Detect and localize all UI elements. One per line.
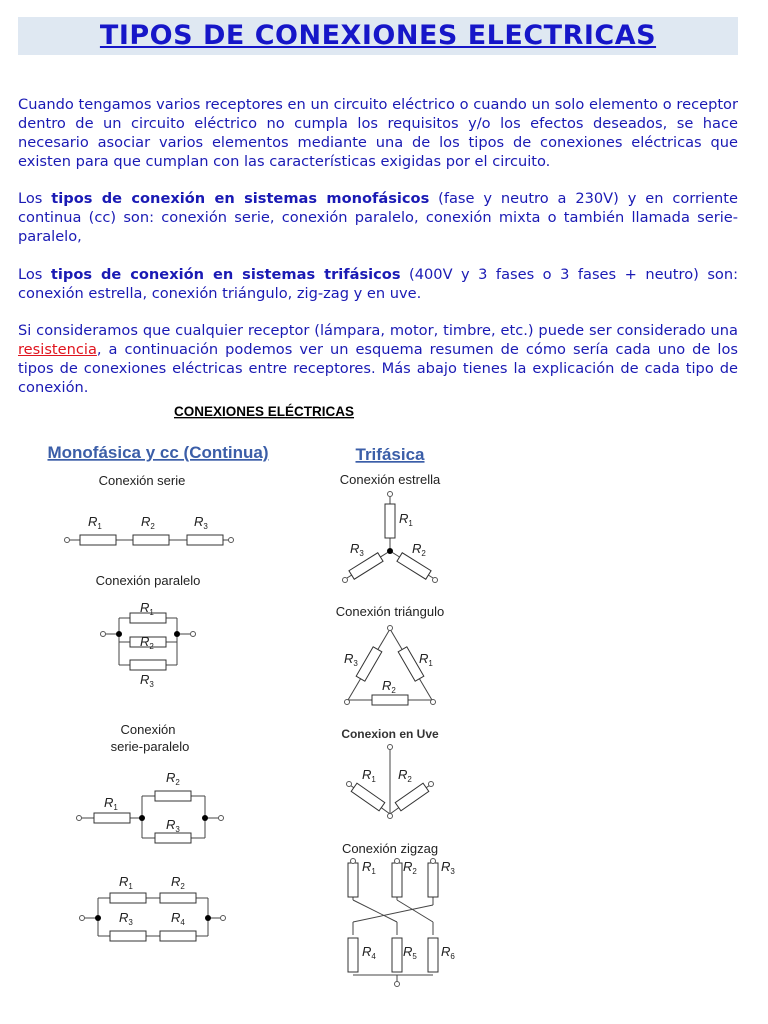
label-r6: $R_6$ bbox=[441, 944, 455, 961]
label-r1: $R_1$ bbox=[362, 859, 376, 876]
resistencia-paragraph bbox=[18, 321, 738, 397]
trifasico-pre: Los bbox=[18, 266, 51, 283]
label-r1: $R_1$ bbox=[362, 767, 376, 784]
label-r2: $R_2$ bbox=[171, 874, 185, 891]
label-r1: $R_1$ bbox=[88, 514, 102, 531]
title-band bbox=[18, 17, 738, 55]
triangulo-resistors bbox=[356, 647, 424, 705]
label-r3: $R_3$ bbox=[350, 541, 364, 558]
page-title: TIPOS DE CONEXIONES ELECTRICAS bbox=[99, 20, 657, 51]
mono-heading: Monofásica y cc (Continua) bbox=[47, 443, 269, 462]
trifasico-post: (400V y 3 fases o 3 fases + neutro) son: conexión estrella, conexión triángulo, zig-zag y en uve. bbox=[18, 266, 739, 302]
label-r2: $R_2$ bbox=[140, 634, 154, 651]
paralelo-label: Conexión paralelo bbox=[95, 573, 201, 588]
resistencia-post: , a continuación podemos ver un esquema resumen de cómo sería cada uno de los tipos de conexiones eléctricas entre receptores. Más abajo tienes la explicación de cada tipo de conexión. bbox=[18, 341, 738, 396]
intro-text: Cuando tengamos varios receptores en un circuito eléctrico o cuando un solo elemento o receptor dentro de un circuito eléctrico no cumpla los requisitos y/o los efectos deseados, se hace necesario asociar varios elementos mediante una de los tipos de conexiones eléctricas que existen para que cumplan con las características exigidas por el circuito. bbox=[18, 96, 738, 170]
label-r2: $R_2$ bbox=[166, 770, 180, 787]
serie-resistors bbox=[80, 535, 223, 545]
trifasico-bold: tipos de conexión en sistemas trifásicos bbox=[50, 266, 401, 283]
monofasico-post: (fase y neutro a 230V) y en corriente continua (cc) son: conexión serie, conexión paralelo, conexión mixta o también llamada serie-paralelo, bbox=[18, 190, 738, 245]
label-r4: $R_4$ bbox=[362, 944, 376, 961]
label-r2: $R_2$ bbox=[141, 514, 155, 531]
label-r3: $R_3$ bbox=[140, 672, 154, 689]
label-r2: $R_2$ bbox=[403, 859, 417, 876]
monofasico-bold: tipos de conexión en sistemas monofásicos bbox=[51, 190, 430, 207]
serie-label: Conexión serie bbox=[98, 473, 186, 488]
tri-heading: Trifásica bbox=[355, 445, 425, 464]
label-r1: $R_1$ bbox=[140, 600, 154, 617]
label-r2: $R_2$ bbox=[398, 767, 412, 784]
label-r5: $R_5$ bbox=[403, 944, 417, 961]
label-r2: $R_2$ bbox=[412, 541, 426, 558]
label-r3: $R_3$ bbox=[166, 817, 180, 834]
label-r1: $R_1$ bbox=[119, 874, 133, 891]
serie-paralelo-label-1: Conexión bbox=[120, 722, 176, 737]
connections-diagram bbox=[0, 395, 768, 1024]
zigzag-label: Conexión zigzag bbox=[341, 841, 439, 856]
intro-paragraph bbox=[18, 95, 738, 171]
label-r3: $R_3$ bbox=[194, 514, 208, 531]
monofasico-paragraph bbox=[18, 189, 738, 246]
serie-paralelo-label-2: serie-paralelo bbox=[110, 739, 190, 754]
label-r1: $R_1$ bbox=[419, 651, 433, 668]
label-r4: $R_4$ bbox=[171, 910, 185, 927]
label-r3: $R_3$ bbox=[119, 910, 133, 927]
resistencia-link[interactable]: resistencia bbox=[18, 341, 97, 358]
uve-label: Conexion en Uve bbox=[341, 727, 439, 741]
triangulo-label: Conexión triángulo bbox=[335, 604, 445, 619]
estrella-label: Conexión estrella bbox=[339, 472, 441, 487]
resistencia-pre: Si consideramos que cualquier receptor (lámpara, motor, timbre, etc.) puede ser considerado una bbox=[18, 322, 738, 339]
label-r1: $R_1$ bbox=[399, 511, 413, 528]
monofasico-pre: Los bbox=[18, 190, 52, 207]
label-r3: $R_3$ bbox=[441, 859, 455, 876]
trifasico-paragraph bbox=[18, 265, 738, 303]
label-r1: $R_1$ bbox=[104, 795, 118, 812]
label-r2: $R_2$ bbox=[382, 678, 396, 695]
label-r3: $R_3$ bbox=[344, 651, 358, 668]
diagram-title: CONEXIONES ELÉCTRICAS bbox=[173, 404, 355, 419]
